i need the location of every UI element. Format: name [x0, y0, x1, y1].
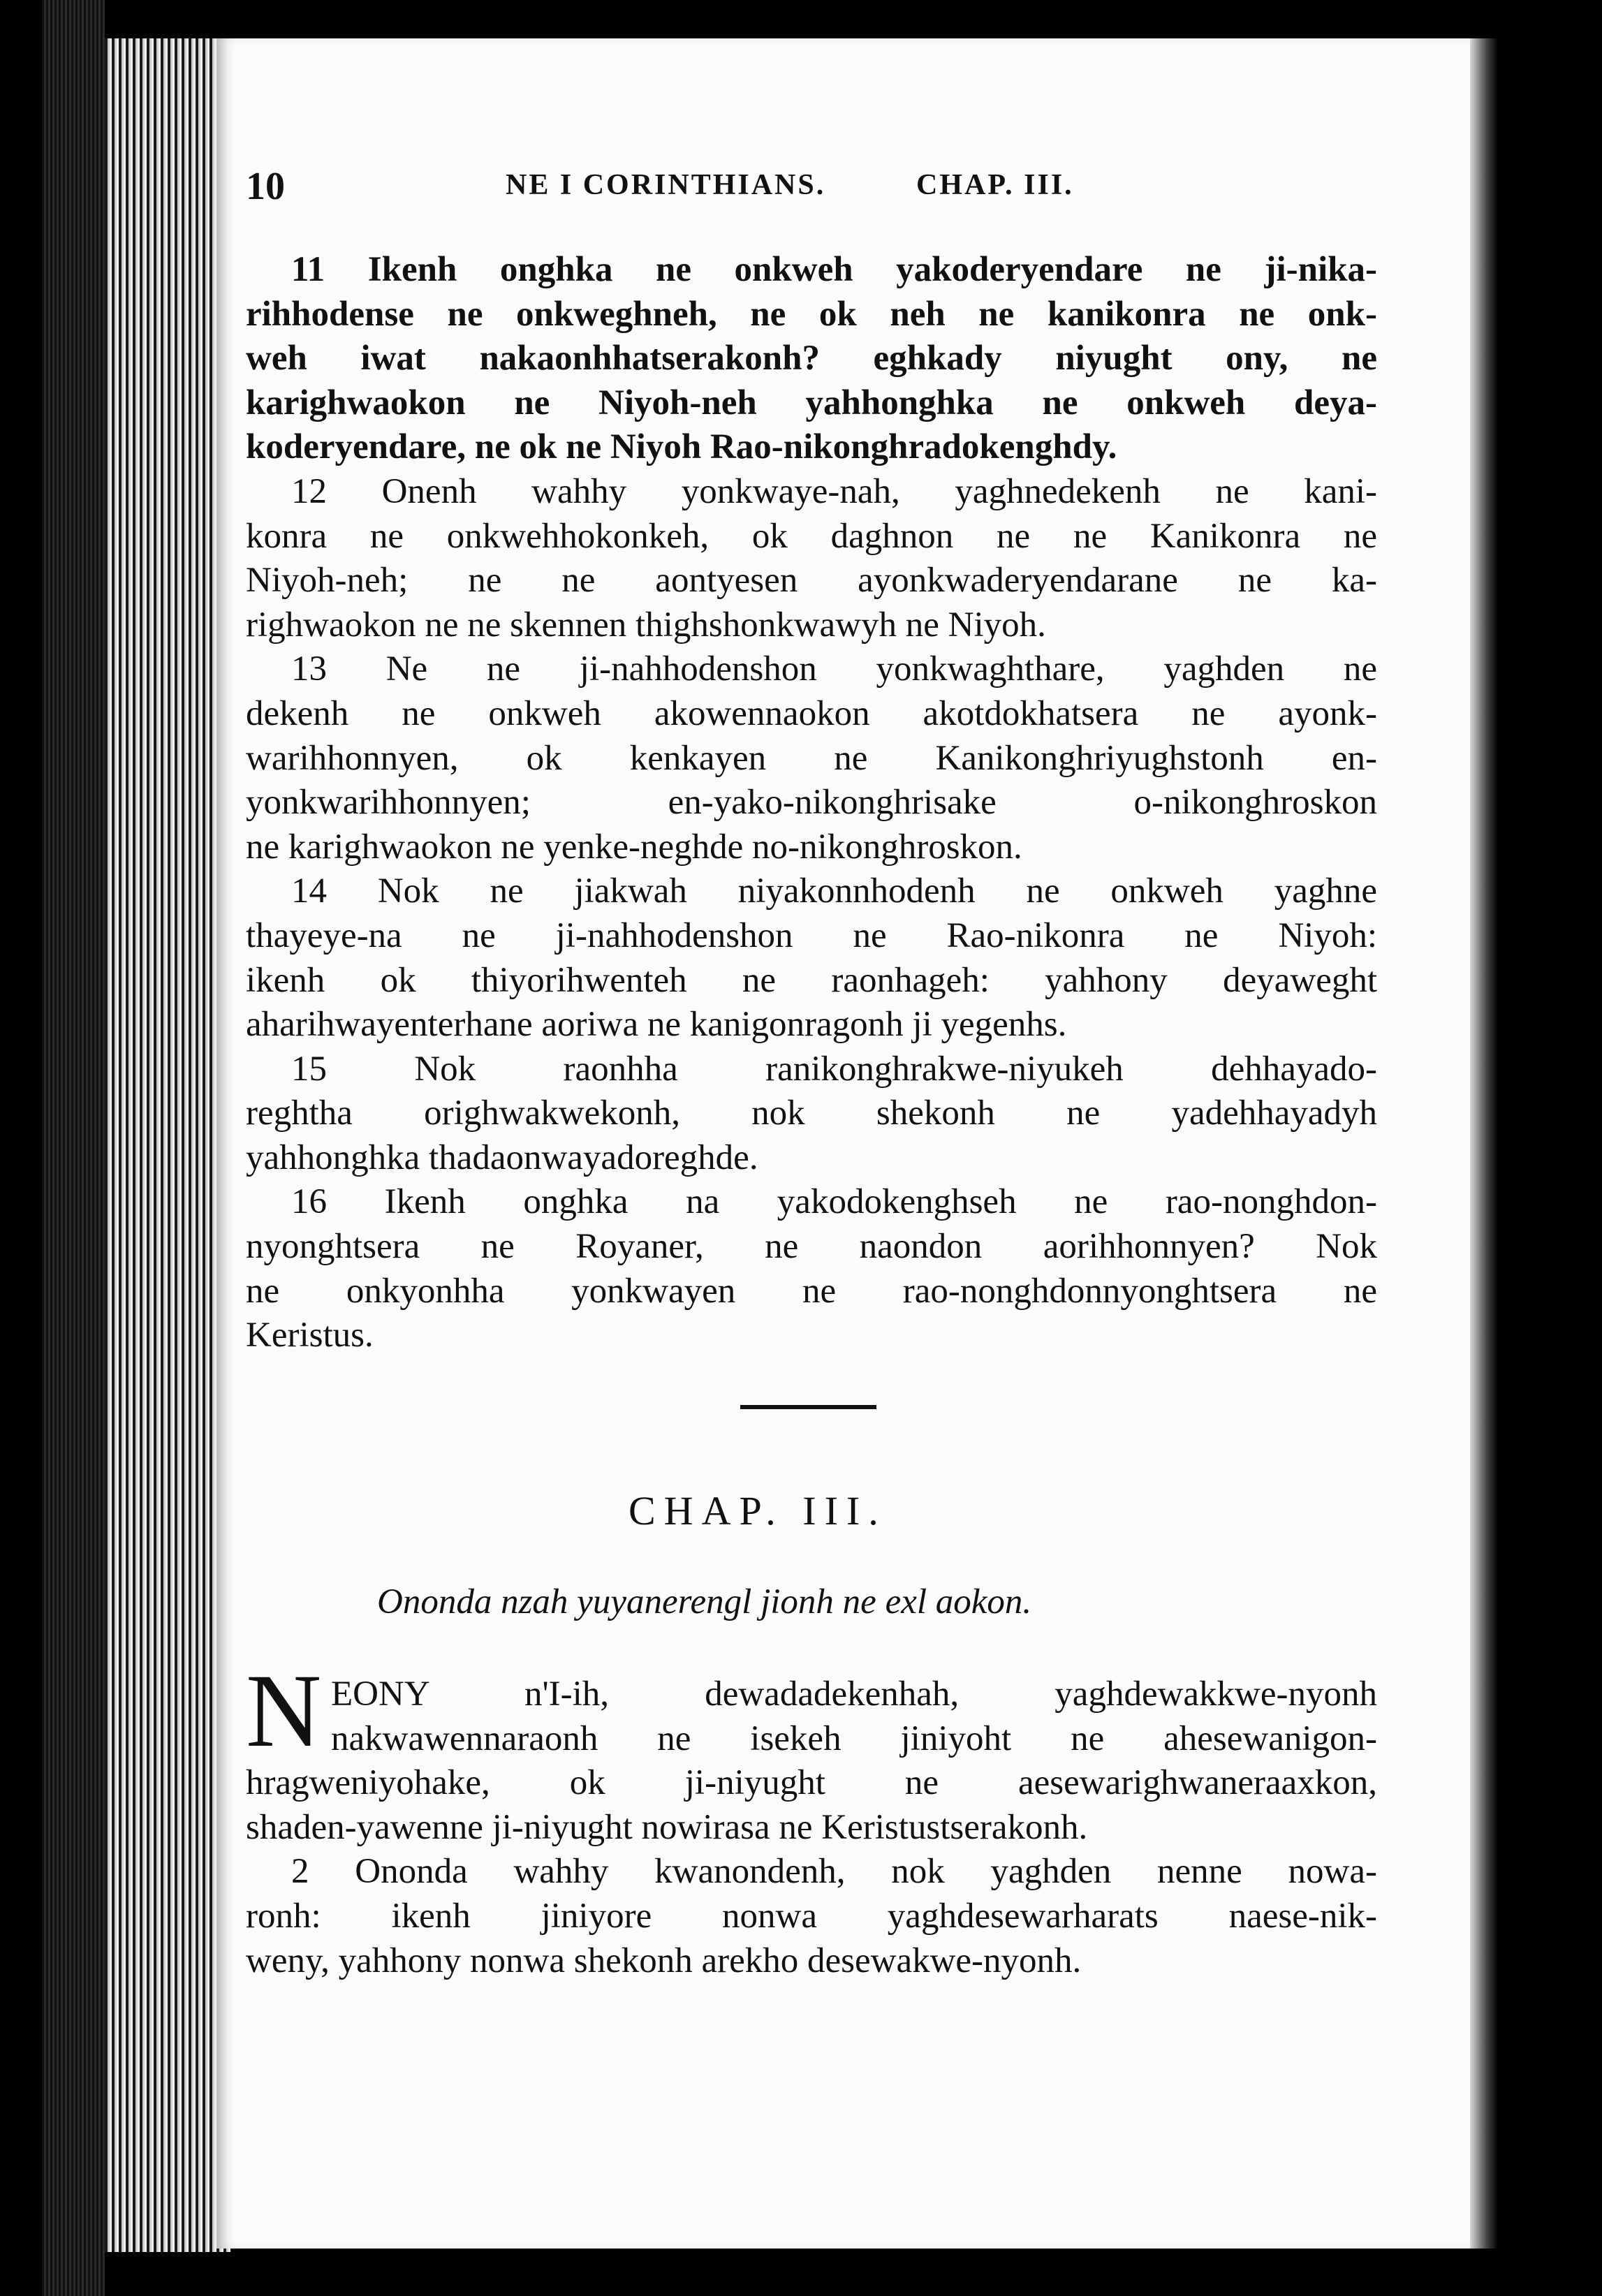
verse-16 [246, 1180, 1377, 1357]
verse-14 [246, 869, 1377, 1047]
chapter-summary: Ononda nzah yuyanerengl jionh ne exl aokon. [377, 1582, 1032, 1621]
verse-line: ikenh ok thiyorihwenteh ne raonhageh: yahhony deyaweght [246, 960, 1377, 1000]
verse-line: 15 Nok raonhha ranikonghrakwe-niyukeh dehhayado- [291, 1049, 1377, 1089]
verse-line: Niyoh-neh; ne ne aontyesen ayonkwaderyendarane ne ka- [246, 561, 1377, 601]
verse-line: 2 Ononda wahhy kwanondenh, nok yaghden nenne nowa- [291, 1852, 1377, 1892]
verse-line: reghtha orighwakwekonh, nok shekonh ne yadehhayadyh [246, 1094, 1377, 1133]
scan-border-left [42, 0, 105, 2296]
verse-line: ne karighwaokon ne yenke-neghde no-nikonghroskon. [246, 827, 1022, 867]
verse-line: dekenh ne onkweh akowennaokon akotdokhatsera ne ayonk- [246, 693, 1377, 733]
verse-line: rihhodense ne onkweghneh, ne ok neh ne kanikonra ne onk- [246, 294, 1377, 334]
verse-line: nakwawennaraonh ne isekeh jiniyoht ne ahesewanigon- [331, 1719, 1377, 1758]
verse-line: hragweniyohake, ok ji-niyught ne aesewarighwaneraaxkon, [246, 1763, 1377, 1803]
running-title: NE I CORINTHIANS. [506, 169, 826, 201]
verse-11 [246, 248, 1377, 470]
chapter-heading: CHAP. III. [629, 1488, 887, 1533]
verse-line: EONY n'I-ih, dewadadekenhah, yaghdewakkwe-nyonh [331, 1675, 1377, 1714]
verse-line: yahhonghka thadaonwayadoreghde. [246, 1138, 758, 1177]
verse-line: aharihwayenterhane aoriwa ne kanigonragonh ji yegenhs. [246, 1005, 1067, 1045]
verse-line: 13 Ne ne ji-nahhodenshon yonkwaghthare, yaghden ne [291, 649, 1377, 689]
drop-cap: N [246, 1653, 322, 1769]
verse-line: 11 Ikenh onghka ne onkweh yakoderyendare ne ji-nika- [291, 250, 1377, 289]
page-number: 10 [246, 165, 285, 208]
verse-2 [246, 1850, 1377, 1983]
section-divider [740, 1405, 876, 1409]
page-edges-stack [105, 38, 230, 2252]
chapter-three-text [246, 1672, 1377, 1983]
verse-line: ne onkyonhha yonkwayen ne rao-nonghdonnyonghtsera ne [246, 1271, 1377, 1311]
verse-line: righwaokon ne ne skennen thighshonkwawyh ne Niyoh. [246, 605, 1046, 645]
verse-line: Keristus. [246, 1316, 374, 1355]
verse-12 [246, 470, 1377, 647]
verse-line: thayeye-na ne ji-nahhodenshon ne Rao-nikonra ne Niyoh: [246, 915, 1377, 955]
verse-line: warihhonnyen, ok kenkayen ne Kanikonghriyughstonh en- [246, 738, 1377, 778]
verse-line: weny, yahhony nonwa shekonh arekho desewakwe-nyonh. [246, 1941, 1082, 1980]
verse-line: weh iwat nakaonhhatserakonh? eghkady niyught ony, ne [246, 339, 1377, 378]
verse-13 [246, 647, 1377, 869]
verse-line: koderyendare, ne ok ne Niyoh Rao-nikonghradokenghdy. [246, 427, 1117, 467]
verse-line: 12 Onenh wahhy yonkwaye-nah, yaghnedekenh ne kani- [291, 471, 1377, 511]
verse-1 [246, 1672, 1377, 1850]
verse-line: ronh: ikenh jiniyore nonwa yaghdesewarharats naese-nik- [246, 1896, 1377, 1936]
verse-line: 14 Nok ne jiakwah niyakonnhodenh ne onkweh yaghne [291, 871, 1377, 911]
page-gutter-right [1470, 38, 1498, 2249]
verse-line: konra ne onkwehhokonkeh, ok daghnon ne ne Kanikonra ne [246, 516, 1377, 556]
verse-line: shaden-yawenne ji-niyught nowirasa ne Keristustserakonh. [246, 1807, 1088, 1847]
verse-line: karighwaokon ne Niyoh-neh yahhonghka ne onkweh deya- [246, 383, 1377, 422]
chapter-two-text [246, 248, 1377, 1358]
verse-line: nyonghtsera ne Royaner, ne naondon aorihhonnyen? Nok [246, 1227, 1377, 1267]
verse-15 [246, 1047, 1377, 1181]
running-chapter: CHAP. III. [916, 169, 1074, 201]
verse-line: yonkwarihhonnyen; en-yako-nikonghrisake o-nikonghroskon [246, 783, 1377, 823]
verse-line: 16 Ikenh onghka na yakodokenghseh ne rao-nonghdon- [291, 1182, 1377, 1222]
